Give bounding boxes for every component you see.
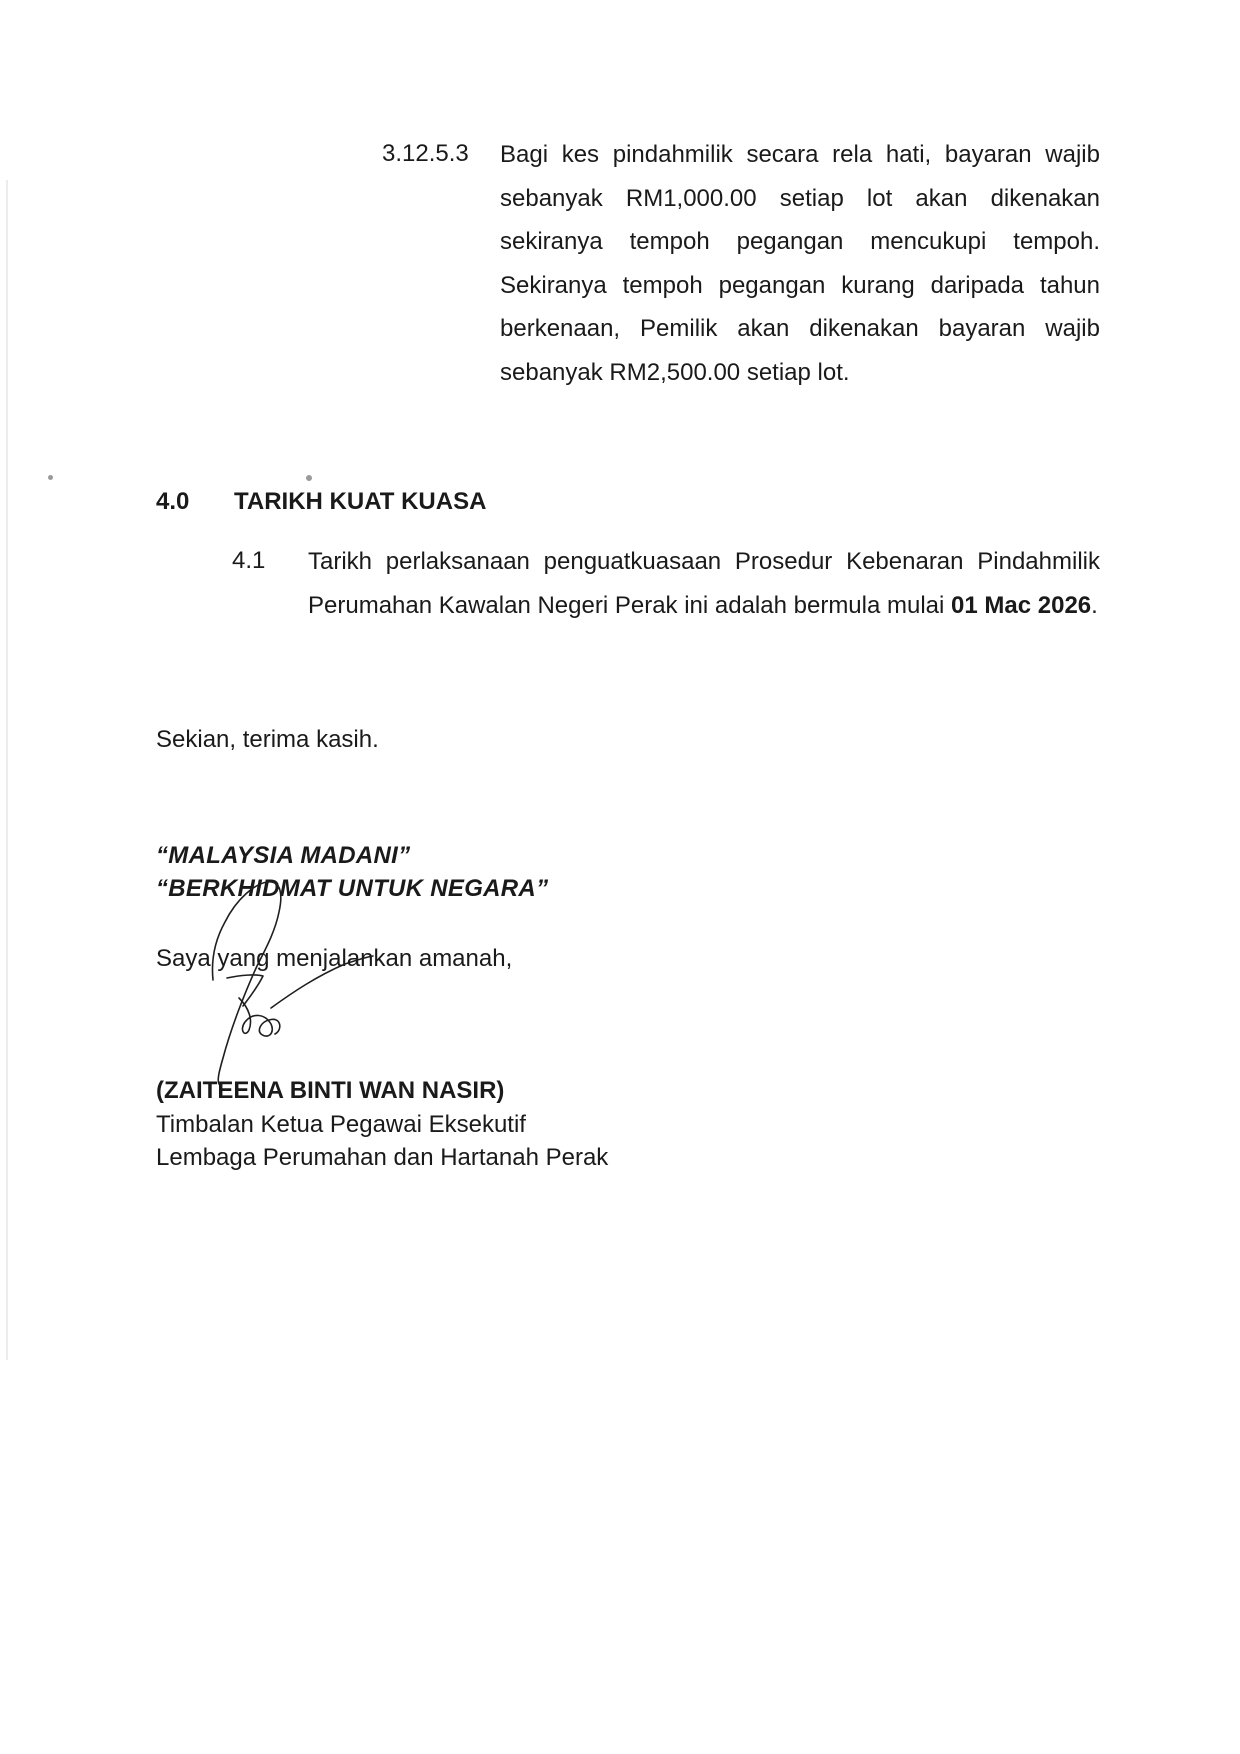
scan-speck [306, 475, 312, 481]
signatory-name: (ZAITEENA BINTI WAN NASIR) [156, 1077, 505, 1104]
scan-speck [48, 475, 53, 480]
subsection-text [308, 540, 1100, 627]
motto-berkhidmat: “BERKHIDMAT UNTUK NEGARA” [156, 875, 549, 902]
signatory-organization: Lembaga Perumahan dan Hartanah Perak [156, 1144, 609, 1171]
closing-line: Sekian, terima kasih. [156, 726, 379, 753]
amanah-line: Saya yang menjalankan amanah, [156, 945, 513, 972]
signatory-title: Timbalan Ketua Pegawai Eksekutif [156, 1111, 526, 1138]
motto-malaysia-madani: “MALAYSIA MADANI” [156, 842, 411, 869]
subsection-number: 4.1 [232, 547, 266, 574]
effective-date: 01 Mac 2026 [951, 591, 1092, 619]
section-number: 4.0 [156, 488, 190, 515]
handwritten-signature [205, 880, 375, 1085]
subsection-text-end: . [1091, 591, 1098, 619]
subsection-text-lead: Tarikh perlaksanaan penguatkuasaan Prosedur Kebenaran Pindahmilik Perumahan Kawalan Negeri Perak ini adalah bermula mulai [308, 548, 1100, 619]
scan-edge-shadow [6, 180, 8, 1360]
section-title: TARIKH KUAT KUASA [234, 488, 487, 515]
clause-text: Bagi kes pindahmilik secara rela hati, bayaran wajib sebanyak RM1,000.00 setiap lot akan dikenakan sekiranya tempoh pegangan mencukupi tempoh. Sekiranya tempoh pegangan kurang daripada tahun berkenaan, Pemilik akan dikenakan bayaran wajib sebanyak RM2,500.00 setiap lot. [500, 141, 1100, 386]
clause-number: 3.12.5.3 [382, 140, 469, 167]
